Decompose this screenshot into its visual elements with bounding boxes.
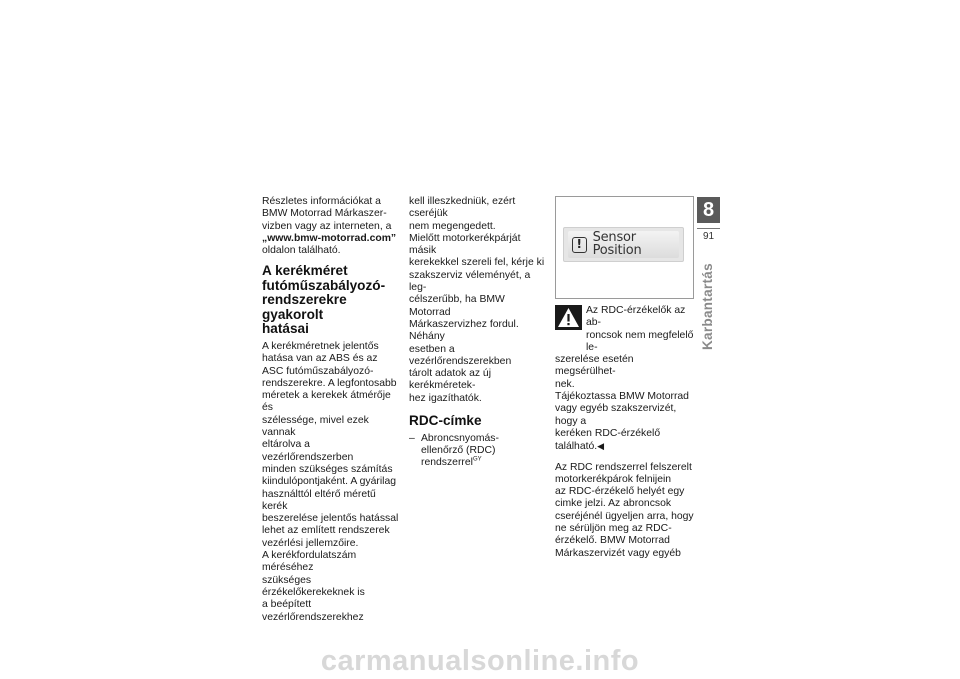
column-right <box>555 196 695 560</box>
sensor-position-figure <box>555 196 694 299</box>
column-middle <box>409 196 547 469</box>
body-line: hatása van az ABS és az <box>262 353 378 365</box>
column-left <box>262 196 400 624</box>
body-line: a beépített vezérlőrendszerekhez <box>262 599 364 623</box>
chapter-title: Karbantartás <box>700 263 715 350</box>
body-line: Márkaszervizhez fordul. Néhány <box>409 318 519 343</box>
body-line: ASC futóműszabályozó- <box>262 365 374 377</box>
body-line: tárolt adatok az új kerékméretek- <box>409 368 492 392</box>
body-line: használttól eltérő méretű kerék <box>262 488 376 512</box>
body-line: Az RDC rendszerrel felszerelt <box>555 461 692 473</box>
intro-line: Részletes információkat a <box>262 196 381 207</box>
section-heading-wheel-size <box>262 264 400 337</box>
sticker-face <box>568 231 679 258</box>
warning-text: keréken RDC-érzékelő található. <box>555 427 661 453</box>
chapter-number: 8 <box>697 197 720 223</box>
equipment-list-item <box>409 433 547 470</box>
body-line: kerekekkel szereli fel, kérje ki <box>409 257 545 269</box>
sticker-text: Sensor Position <box>592 230 642 258</box>
body-line: esetben a vezérlőrendszerekben <box>409 343 512 367</box>
warning-line: Tájékoztassa BMW Motorrad <box>555 391 689 403</box>
divider <box>697 228 720 229</box>
watermark: carmanualsonline.info <box>320 645 640 677</box>
body-line: az RDC-érzékelő helyét egy <box>555 486 685 498</box>
intro-line: vizben vagy az interneten, a <box>262 220 392 232</box>
heading-line: futóműszabályozó- <box>262 277 386 293</box>
body-line: kiindulópontjaként. A gyárilag <box>262 476 397 488</box>
list-item-line: Abroncsnyomás- <box>421 432 499 444</box>
body-line: méretek a kerekek átmérője és <box>262 390 391 414</box>
body-line: vezérlési jellemzőire. <box>262 537 359 549</box>
page-number: 91 <box>702 231 715 242</box>
body-line: nem megengedett. <box>409 220 496 232</box>
list-item-line: ellenőrző (RDC) rendszerrel <box>421 444 496 469</box>
heading-line: A kerékméret <box>262 263 348 279</box>
warning-line: Az RDC-érzékelők az ab- <box>586 305 686 329</box>
list-dash: – <box>409 432 415 444</box>
body-line: minden szükséges számítás <box>262 463 393 475</box>
website-url: „www.bmw-motorrad.com” <box>262 232 397 244</box>
warning-triangle-icon <box>555 305 582 330</box>
sensor-label-sticker <box>563 227 684 262</box>
body-line: lehet az említett rendszerek <box>262 525 390 537</box>
body-line: cseréjénél ügyeljen arra, hogy <box>555 510 694 522</box>
end-marker-icon: ◀ <box>597 441 605 452</box>
body-line: célszerűbb, ha BMW Motorrad <box>409 294 505 318</box>
heading-line: rendszerekre gyakorolt <box>262 292 347 322</box>
body-line: Márkaszervizét vagy egyéb <box>555 547 681 559</box>
body-line: A kerékfordulatszám méréséhez <box>262 550 357 574</box>
body-line: érzékelő. BMW Motorrad <box>555 535 670 547</box>
body-line: A kerékméretnek jelentős <box>262 340 379 352</box>
warning-line: nek. <box>555 378 575 390</box>
body-line: beszerelése jelentős hatással <box>262 513 399 525</box>
warning-line: roncsok nem megfelelő le- <box>586 329 694 353</box>
body-line: Mielőtt motorkerékpárját másik <box>409 232 521 257</box>
intro-line: oldalon található. <box>262 245 341 257</box>
body-line: hez igazíthatók. <box>409 392 482 404</box>
heading-line: hatásai <box>262 321 309 337</box>
intro-line: BMW Motorrad Márkaszer- <box>262 208 387 220</box>
body-line: rendszerekre. A legfontosabb <box>262 377 397 389</box>
body-line: motorkerékpárok felnijein <box>555 473 672 485</box>
optional-equipment-mark: GY <box>472 456 482 463</box>
body-line: eltárolva a vezérlőrendszerben <box>262 439 354 463</box>
exclamation-icon: ! <box>572 237 587 253</box>
body-line: szélessége, mivel ezek vannak <box>262 414 369 439</box>
warning-block <box>555 305 695 454</box>
body-line: szakszerviz véleményét, a leg- <box>409 269 531 294</box>
warning-line: szerelése esetén megsérülhet- <box>555 354 634 378</box>
body-line: kell illeszkedniük, ezért cseréjük <box>409 196 516 220</box>
warning-line-last <box>555 428 695 454</box>
body-line: cimke jelzi. Az abroncsok <box>555 498 672 510</box>
body-line: szükséges érzékelőkerekeknek is <box>262 574 365 598</box>
section-heading-rdc-label: RDC-címke <box>409 413 482 429</box>
warning-line: vagy egyéb szakszervizét, hogy a <box>555 403 677 427</box>
body-line: ne sérüljön meg az RDC- <box>555 523 672 535</box>
